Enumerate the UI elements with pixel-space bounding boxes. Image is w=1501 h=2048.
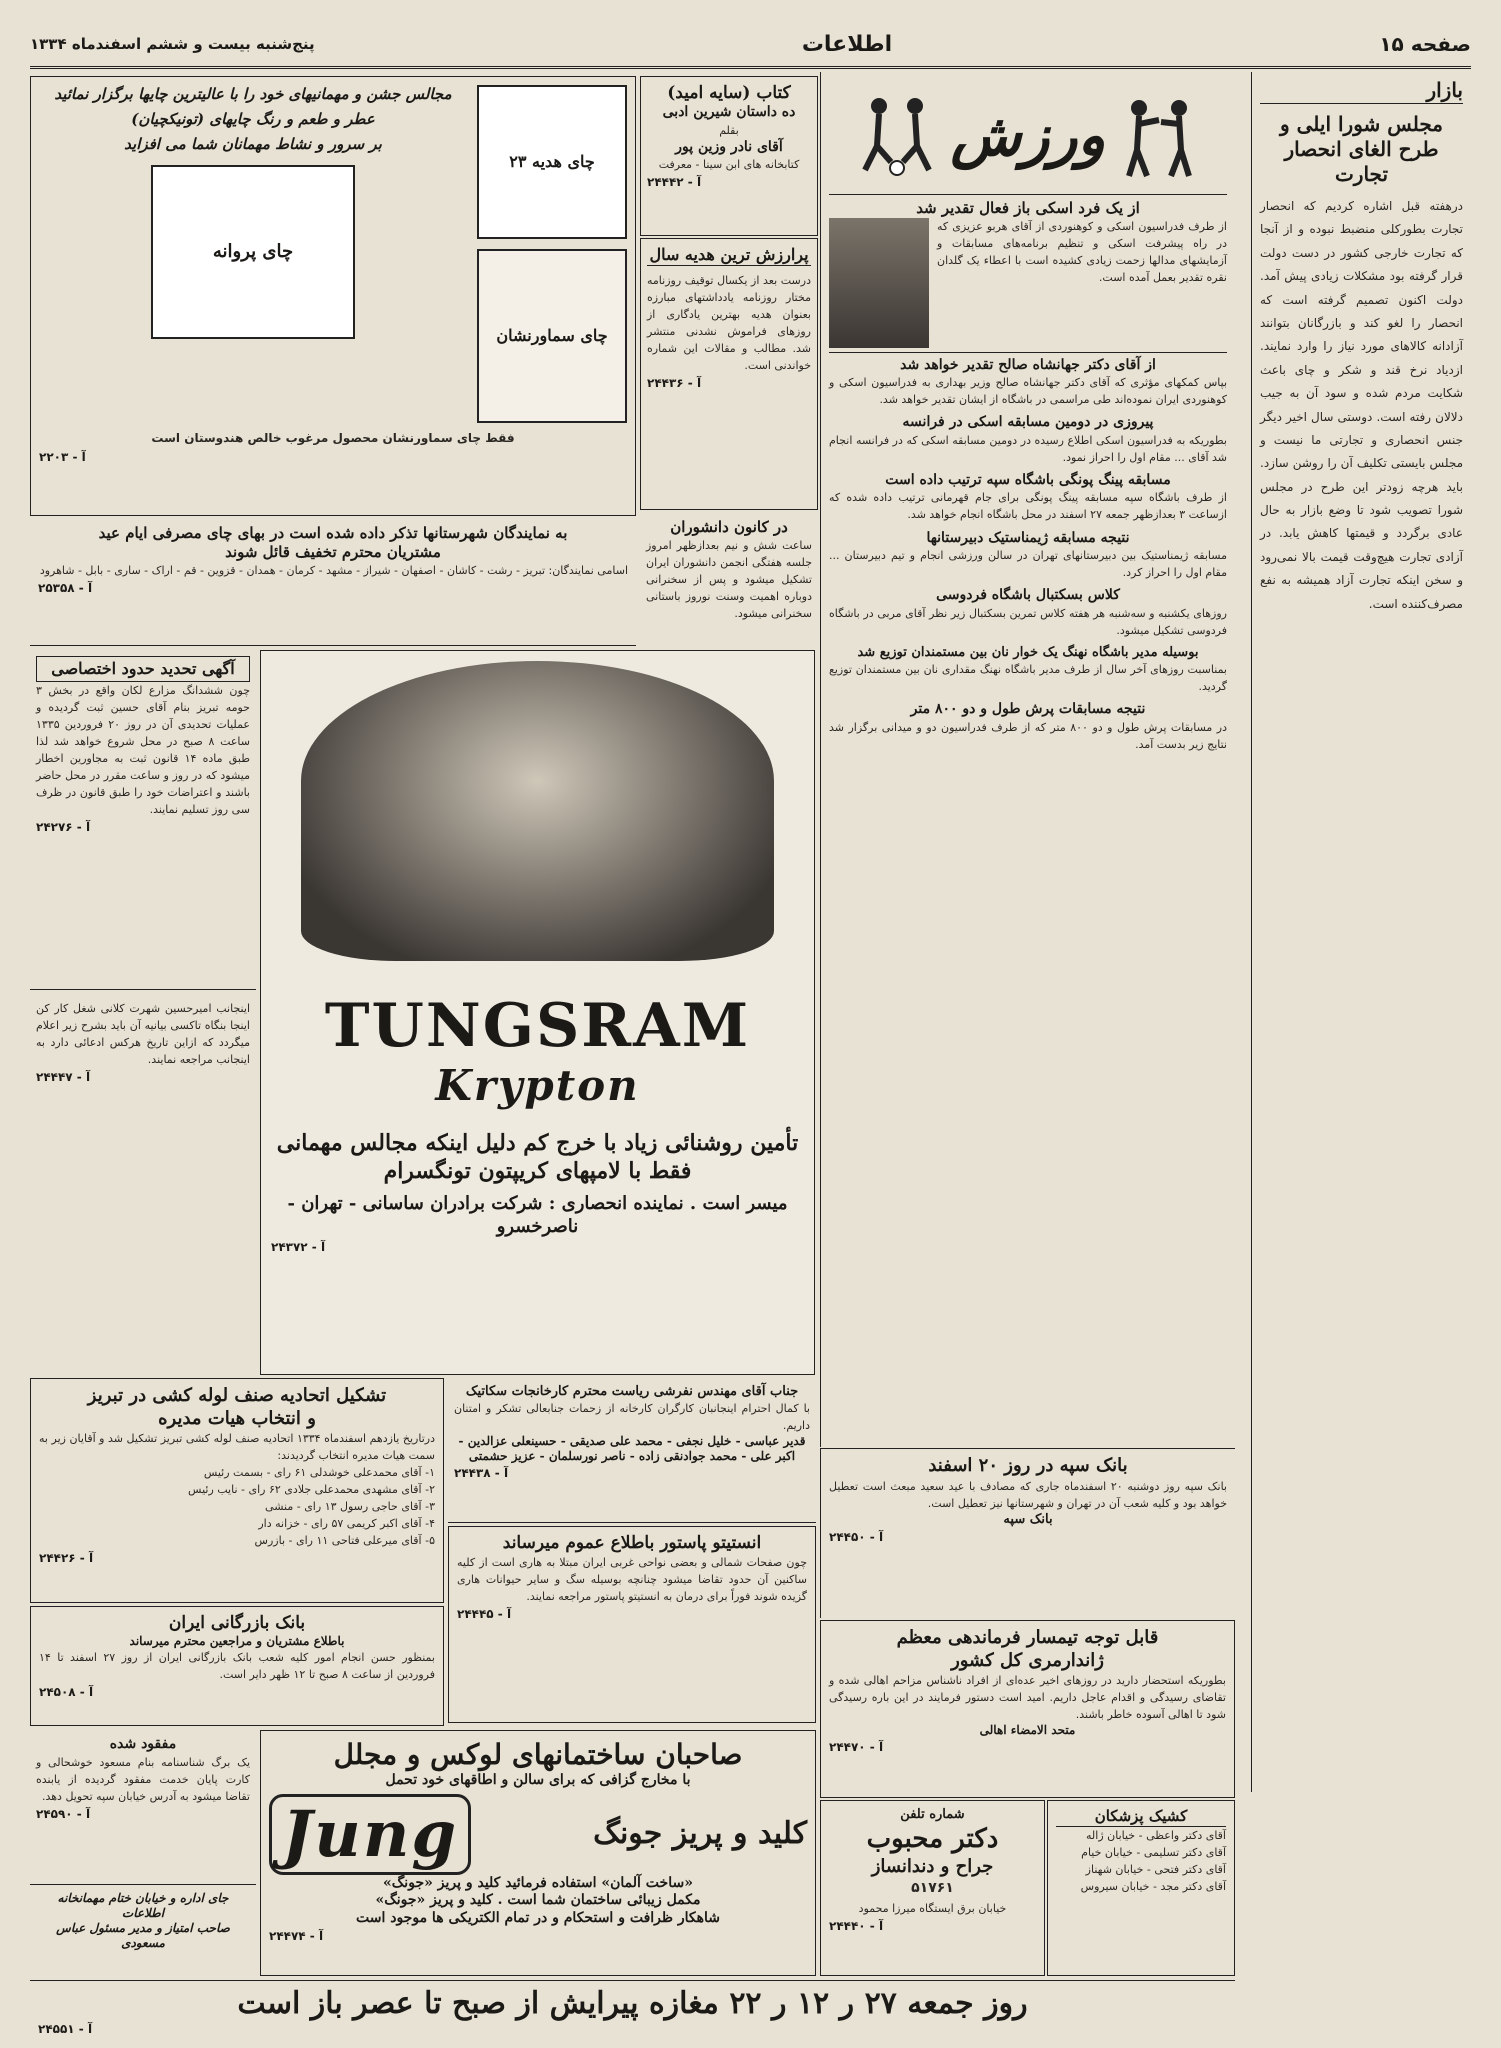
lost-notice xyxy=(30,1730,256,1880)
notice-title: تشکیل اتحادیه صنف لوله کشی در تبریز xyxy=(87,1385,387,1406)
book-by: بقلم xyxy=(719,123,739,137)
ad-code: آ - ۲۴۲۷۶ xyxy=(36,820,91,835)
tea-box-hadiyeh: چای هدیه ۲۳ xyxy=(477,85,627,239)
duty-item: آقای دکتر مجد - خیابان سیروس xyxy=(1080,1879,1226,1893)
notice-body: ساعت شش و نیم بعدازظهر امروز جلسه هفتگی انجمن دانشوران ایران تشکیل میشود و پس از سخنرانی دوباره اهمیت وسنت نوروز باستانی سخنرانی میشود. xyxy=(646,538,812,620)
university-notice xyxy=(640,512,818,664)
ad-footer: فقط چای سماورنشان محصول مرغوب خالص هندوستان است xyxy=(151,431,515,445)
book-publisher: کتابخانه های ابن سینا - معرفت xyxy=(658,158,800,172)
address: خیابان برق ایستگاه میرزا محمود xyxy=(858,1901,1007,1915)
ad-code: آ - ۲۴۵۰۸ xyxy=(39,1685,94,1700)
notice-body: با کمال احترام اینجانبان کارگران کارخانه از زحمات جنابعالی تشکر و امتنان داریم. xyxy=(454,1402,810,1433)
engineer-thanks xyxy=(448,1378,816,1523)
dentist-ad xyxy=(820,1800,1045,1976)
ad-code: آ - ۲۲۰۳ xyxy=(39,449,86,464)
book-author: آقای نادر وزین پور xyxy=(675,138,783,155)
member-item: ۴- آقای اکبر کریمی ۵۷ رای - خزانه دار xyxy=(258,1517,435,1531)
article-body: بپاس کمکهای مؤثری که آقای دکتر جهانشاه صالح وزیر بهداری به فدراسیون اسکی و کوهنوردی ایران نموده‌اند طی مراسمی در باشگاه از ایشان تقدیر خواهد شد. xyxy=(829,376,1227,407)
jung-ad xyxy=(260,1730,816,1976)
ad-slogan: تأمین روشنائی زیاد با خرج کم دلیل اینکه مجالس مهمانی فقط با لامپهای کریپتون تونگسرام xyxy=(276,1130,799,1184)
ad-code: آ - ۲۴۴۳۸ xyxy=(454,1466,509,1481)
ad-code: آ - ۲۴۴۴۷ xyxy=(36,1070,91,1085)
notice-signature: متحد الامضاء اهالی xyxy=(979,1723,1076,1738)
notice-title: قابل توجه تیمسار فرماندهی معظم xyxy=(896,1627,1159,1648)
ad-code: آ - ۲۴۴۵۰ xyxy=(829,1529,884,1544)
article-title: نتیجه مسابقه ژیمناستیک دبیرستانها xyxy=(926,529,1130,546)
publisher-address: جای اداره و خیابان ختام مهمانخانه اطلاعات xyxy=(57,1891,229,1920)
notice-body: یک برگ شناسنامه بنام مسعود خوشحالی و کارت پایان خدمت مفقود گردیده از یابنده تقاضا میشود به آدرس خیابان سپه تحویل دهد. xyxy=(36,1755,250,1803)
page-number: صفحه ۱۵ xyxy=(1379,32,1471,56)
footballers-icon xyxy=(857,90,937,180)
ad-code: آ - ۲۴۴۴۲ xyxy=(647,175,702,190)
ad-code: آ - ۲۴۴۷۴ xyxy=(269,1929,324,1943)
ad-code: آ - ۲۴۵۹۰ xyxy=(36,1806,91,1821)
ad-code: آ - ۲۴۳۷۲ xyxy=(271,1240,326,1254)
publisher-info xyxy=(30,1884,256,1976)
duty-item: آقای دکتر فتحی - خیابان شهناز xyxy=(1085,1862,1226,1876)
notice-subtitle: مشتریان محترم تخفیف قائل شوند xyxy=(225,542,441,561)
article-body: روزهای یکشنبه و سه‌شنبه هر هفته کلاس تمرین بسکتبال زیر نظر آقای مربی در باشگاه فردوسی تشکیل میشود. xyxy=(829,606,1227,637)
notice-title: بانک بازرگانی ایران xyxy=(168,1613,306,1633)
article-body: از طرف فدراسیون اسکی و کوهنوردی از آقای هربو عزیزی که در راه پیشرفت اسکی و تنظیم برنامه‌های مسابقات و آزمایشهای مدالها زحمت زیادی کشیده است با اعطاء یک گلدان نقره تقدیر بعمل آمده است. xyxy=(937,219,1227,284)
article-body: بطوریکه به فدراسیون اسکی اطلاع رسیده در دومین مسابقه اسکی که در فرانسه انجام شد آقای ... مقام اول را احراز نمود. xyxy=(829,433,1227,464)
article-title: پیروزی در دومین مسابقه اسکی در فرانسه xyxy=(902,414,1154,431)
notice-subtitle: و انتخاب هیات مدیره xyxy=(158,1407,316,1429)
bank-bazargani-notice xyxy=(30,1606,444,1726)
union-notice xyxy=(30,1378,444,1603)
issue-date: پنج‌شنبه بیست و ششم اسفندماه ۱۳۳۴ xyxy=(30,35,315,53)
duty-item: آقای دکتر تسلیمی - خیابان خیام xyxy=(1081,1845,1226,1859)
tungsram-ad xyxy=(260,650,815,1375)
commander-notice xyxy=(820,1620,1235,1798)
ad-body: درست بعد از یکسال توقیف روزنامه مختار روزنامه یادداشتهای مبارزه بعنوان هدیه بهترین یادگاری از روزهای فراموش نشدنی منتشر شد. مطالب و مقالات این شماره خواندنی است. xyxy=(647,274,811,373)
ad-agent: میسر است . نماینده انحصاری : شرکت برادران ساسانی - تهران - ناصرخسرو xyxy=(287,1193,788,1237)
notice-title: جناب آقای مهندس نفرشی ریاست محترم کارخانجات سکاتیک xyxy=(465,1384,799,1399)
ad-subtitle: با مخارج گزافی که برای سالن و اطاقهای خود تحمل xyxy=(385,1772,691,1788)
brand-logo: Jung xyxy=(269,1794,471,1875)
portrait-photo xyxy=(829,218,929,348)
product-name: کلید و پریز جونگ xyxy=(593,1816,807,1852)
ad-line: مکمل زیبائی ساختمان شما است . کلید و پریز «جونگ» xyxy=(375,1892,701,1908)
ad-title: شماره تلفن xyxy=(900,1807,965,1822)
notice-title: انستیتو پاستور باطلاع عموم میرساند xyxy=(502,1533,762,1553)
publisher-owner: صاحب امتیاز و مدیر مسئول عباس مسعودی xyxy=(56,1921,230,1950)
article-title: مسابقه پینگ پونگی باشگاه سپه ترتیب داده است xyxy=(885,471,1171,488)
tea-ad xyxy=(30,76,636,516)
banner-text: روز جمعه ۲۷ ر ۱۲ ر ۲۲ مغازه پیرایش از صبح تا عصر باز است xyxy=(237,1986,1028,2021)
ad-title: پرارزش ترین هدیه سال xyxy=(647,245,811,266)
lamp-illustration xyxy=(301,661,774,961)
article-ski xyxy=(829,199,1227,348)
boundary-announcement xyxy=(30,650,256,990)
bottom-banner xyxy=(30,1980,1235,2040)
bazaar-column xyxy=(1251,72,1471,1792)
article-body: در مسابقات پرش طول و دو ۸۰۰ متر که از طرف فدراسیون دو و میدانی برگزار شد نتایج زیر بدست آمد. xyxy=(829,720,1228,751)
notice-body: اینجانب امیرحسین شهرت کلانی شغل کار کن اینجا بنگاه تاکسی بیانیه آن باید بشرح زیر اعلام میگردد که ازاین تاریخ هرکس ادعائی دارد به اینجانب مراجعه نمایند. xyxy=(36,1002,250,1067)
article-title: نتیجه مسابقات پرش طول و دو ۸۰۰ متر xyxy=(910,701,1146,718)
doctors-duty xyxy=(1047,1800,1235,1976)
masthead-title: ورزش xyxy=(950,100,1106,169)
notice-subtitle: باطلاع مشتریان و مراجعین محترم میرساند xyxy=(129,1634,345,1649)
article-title: از یک فرد اسکی باز فعال تقدیر شد xyxy=(916,199,1140,217)
ad-code: آ - ۲۵۳۵۸ xyxy=(38,580,93,595)
tea-box-parvaneh: چای پروانه xyxy=(151,165,355,339)
article-body: بمناسبت روزهای آخر سال از طرف مدیر باشگاه نهنگ مقداری نان بین مستمندان توزیع گردید. xyxy=(829,662,1227,694)
article-title: کلاس بسکتبال باشگاه فردوسی xyxy=(936,587,1120,604)
brand-name: TUNGSRAM xyxy=(324,991,751,1061)
notice-body: بانک سپه روز دوشنبه ۲۰ اسفندماه جاری که مصادف با عید سعید مبعث است تعطیل خواهد بود و کلیه شعب آن در تهران و شهرستانها نیز تعطیل است. xyxy=(829,1479,1227,1510)
notice-subtitle: ژاندارمری کل کشور xyxy=(951,1649,1104,1671)
page-header xyxy=(30,22,1471,69)
pasteur-notice xyxy=(448,1526,816,1723)
boxers-icon xyxy=(1119,90,1199,180)
notice-title: به نمایندگان شهرستانها تذکر داده شده است در بهای چای مصرفی ایام عید xyxy=(98,524,568,542)
ad-title: صاحبان ساختمانهای لوکس و مجلل xyxy=(333,1738,743,1771)
notice-body: چون ششدانگ مزارع لکان واقع در بخش ۳ حومه تبریز بنام آقای حسین ثبت گردیده و عملیات تحدیدی آن در روز ۲۰ فروردین ۱۳۳۵ ساعت ۸ صبح در محل شروع خواهد شد لذا طبق ماده ۱۴ قانون ثبت به مجاورین اخطار میشود که در روز و ساعت مقرر در محل حاضر باشند و اعتراضات خود را طبق قانون در ظرف سی روز تسلیم نمایند. xyxy=(36,684,250,817)
ad-line: مجالس جشن و مهمانیهای خود را با عالیترین چایها برگزار نمائید xyxy=(54,85,452,103)
member-item: ۵- آقای میرعلی فتاحی ۱۱ رای - بازرس xyxy=(254,1534,435,1548)
sports-column xyxy=(820,72,1235,1447)
book-title: کتاب (سایه امید) xyxy=(667,83,791,103)
ad-code: آ - ۲۴۴۲۶ xyxy=(39,1551,94,1566)
specialty: جراح و دندانساز xyxy=(871,1855,994,1877)
notice-body: بمنظور حسن انجام امور کلیه شعب بانک بازرگانی ایران از روز ۲۷ اسفند تا ۱۴ فروردین از ساعت ۸ صبح تا ۱۲ ظهر دایر است. xyxy=(39,1651,435,1682)
article-title: از آقای دکتر جهانشاه صالح تقدیر خواهد شد xyxy=(900,356,1156,373)
notice-title: بانک سپه در روز ۲۰ اسفند xyxy=(928,1455,1128,1476)
product-name: Krypton xyxy=(435,1061,640,1110)
notice-body: اسامی نمایندگان: تبریز - رشت - کاشان - اصفهان - شیراز - مشهد - کرمان - همدان - قزوین - قم - اراک - ساری - بابل - شاهرود xyxy=(39,563,628,577)
sports-masthead xyxy=(829,76,1227,195)
book-subtitle: ده داستان شیرین ادبی xyxy=(662,104,796,121)
notice-body: چون صفحات شمالی و بعضی نواحی غربی ایران مبتلا به هاری است از کلیه ساکنین آن حدود تقاضا میشود چنانچه بوسیله سگ و سایر حیوانات هاری گزیده شوند فوراً برای درمان به انستیتو پاستور مراجعه نمایند. xyxy=(457,1556,807,1604)
notice-title: آگهی تحدید حدود اختصاصی xyxy=(36,656,250,682)
phone-number: ۵۱۷۶۱ xyxy=(911,1880,954,1897)
ad-code: آ - ۲۴۴۷۰ xyxy=(829,1740,884,1755)
article-body: از طرف باشگاه سپه مسابقه پینگ پونگی برای جام قهرمانی ترتیب داده شده که ازساعت ۳ بعدازظهر جمعه ۲۷ اسفند در محل باشگاه انجام خواهد شد. xyxy=(829,491,1227,522)
member-item: ۱- آقای محمدعلی خوشدلی ۶۱ رای - بسمت رئیس xyxy=(203,1466,435,1480)
ad-code: آ - ۲۴۴۳۶ xyxy=(647,376,702,391)
notice-signature: بانک سپه xyxy=(1003,1511,1053,1527)
article-body: مسابقه ژیمناستیک بین دبیرستانهای تهران در سالن ورزشی انجام و تیم دبیرستان ... مقام اول را احراز کرد. xyxy=(829,549,1227,580)
ad-code: آ - ۲۴۴۴۰ xyxy=(829,1918,884,1933)
sports-articles xyxy=(829,195,1227,753)
duty-item: آقای دکتر واعظی - خیابان ژاله xyxy=(1086,1828,1226,1842)
tea-box-samovar: چای سماورنشان xyxy=(477,249,627,423)
signatories: قدیر عباسی - خلیل نجفی - محمد علی صدیقی - حسینعلی عزالدین - اکبر علی - محمد جوادنقی زاده - ناصر نورسلمان - عزیز حشمتی xyxy=(458,1434,806,1464)
ad-line: شاهکار ظرافت و استحکام و در تمام الکتریکی ها موجود است xyxy=(355,1909,721,1926)
box-title: کشیک پزشکان xyxy=(1056,1807,1226,1827)
section-title: بازار xyxy=(1260,78,1463,104)
member-item: ۲- آقای مشهدی محمدعلی جلادی ۶۲ رای - نایب رئیس xyxy=(188,1483,435,1497)
personal-notice xyxy=(30,994,256,1154)
ad-code: آ - ۲۴۴۴۵ xyxy=(457,1607,512,1622)
article-body: درهفته قبل اشاره کردیم که انحصار تجارت بطورکلی منضبط نبوده و از آنجا که تجارت خارجی کشور در دست دولت قرار گرفته بود مشکلات زیادی پیش آمد. دولت اکنون تصمیم گرفته است که انحصار را لغو کند و بازرگانان بتوانند آزادانه کالاهای مورد نیاز را وارد نمایند. ازدیاد نرخ قند و شکر و چای باعث شکایت مردم شده و سود آن به جیب دلالان رفته است. دوستی سال اخیر دیگر جنس انحصاری و تجارتی ما نیست و مجلس بایستی تکلیف آن را روشن سازد. باید هرچه زودتر این طرح در مجلس شورا تصویب شود تا وضع بازار به حال عادی برگردد و قیمتها کاهش یابد. در آزادی تجارت هیچ‌وقت قیمت بالا نمی‌رود و سخن اینکه تجارت آزاد همیشه به نفع مصرف‌کننده است. xyxy=(1260,199,1463,611)
ad-code: آ - ۲۴۵۵۱ xyxy=(38,2022,93,2036)
gift-ad xyxy=(640,238,818,510)
tea-packages-left xyxy=(477,85,627,423)
notice-title: مفقود شده xyxy=(109,1736,177,1752)
article-title: بوسیله مدیر باشگاه نهنگ یک خوار نان بین مستمندان توزیع شد xyxy=(857,644,1199,660)
bank-sepah-notice xyxy=(820,1448,1235,1618)
book-ad xyxy=(640,76,818,236)
doctor-name: دکتر محبوب xyxy=(866,1824,999,1855)
ad-line: «ساخت آلمان» استفاده فرمائید کلید و پریز «جونگ» xyxy=(383,1874,693,1891)
ad-line: عطر و طعم و رنگ چایهای (تونیکچیان) xyxy=(131,109,375,128)
member-item: ۳- آقای حاجی رسول ۱۳ رای - منشی xyxy=(265,1500,435,1514)
headline: مجلس شورا ایلی و طرح الغای انحصار تجارت xyxy=(1279,112,1443,186)
ad-line: بر سرور و نشاط مهمانان شما می افزاید xyxy=(124,134,382,153)
notice-title: در کانون دانشوران xyxy=(670,518,788,536)
paper-name: اطلاعات xyxy=(801,31,893,57)
tea-notice xyxy=(30,518,636,646)
notice-body: بطوریکه استحضار دارید در روزهای اخیر عده‌ای از افراد ناشناس مزاحم اهالی شده و تقاضای رسیدگی و اقدام عاجل داریم. امید است دستور فرمایند در این باره رسیدگی شود تا اهالی آسوده خاطر باشند. xyxy=(829,1674,1226,1722)
notice-body: درتاریخ یازدهم اسفندماه ۱۳۳۴ اتحادیه صنف لوله کشی تبریز تشکیل شد و آقایان زیر به سمت هیات مدیره انتخاب گردیدند: xyxy=(39,1432,435,1463)
